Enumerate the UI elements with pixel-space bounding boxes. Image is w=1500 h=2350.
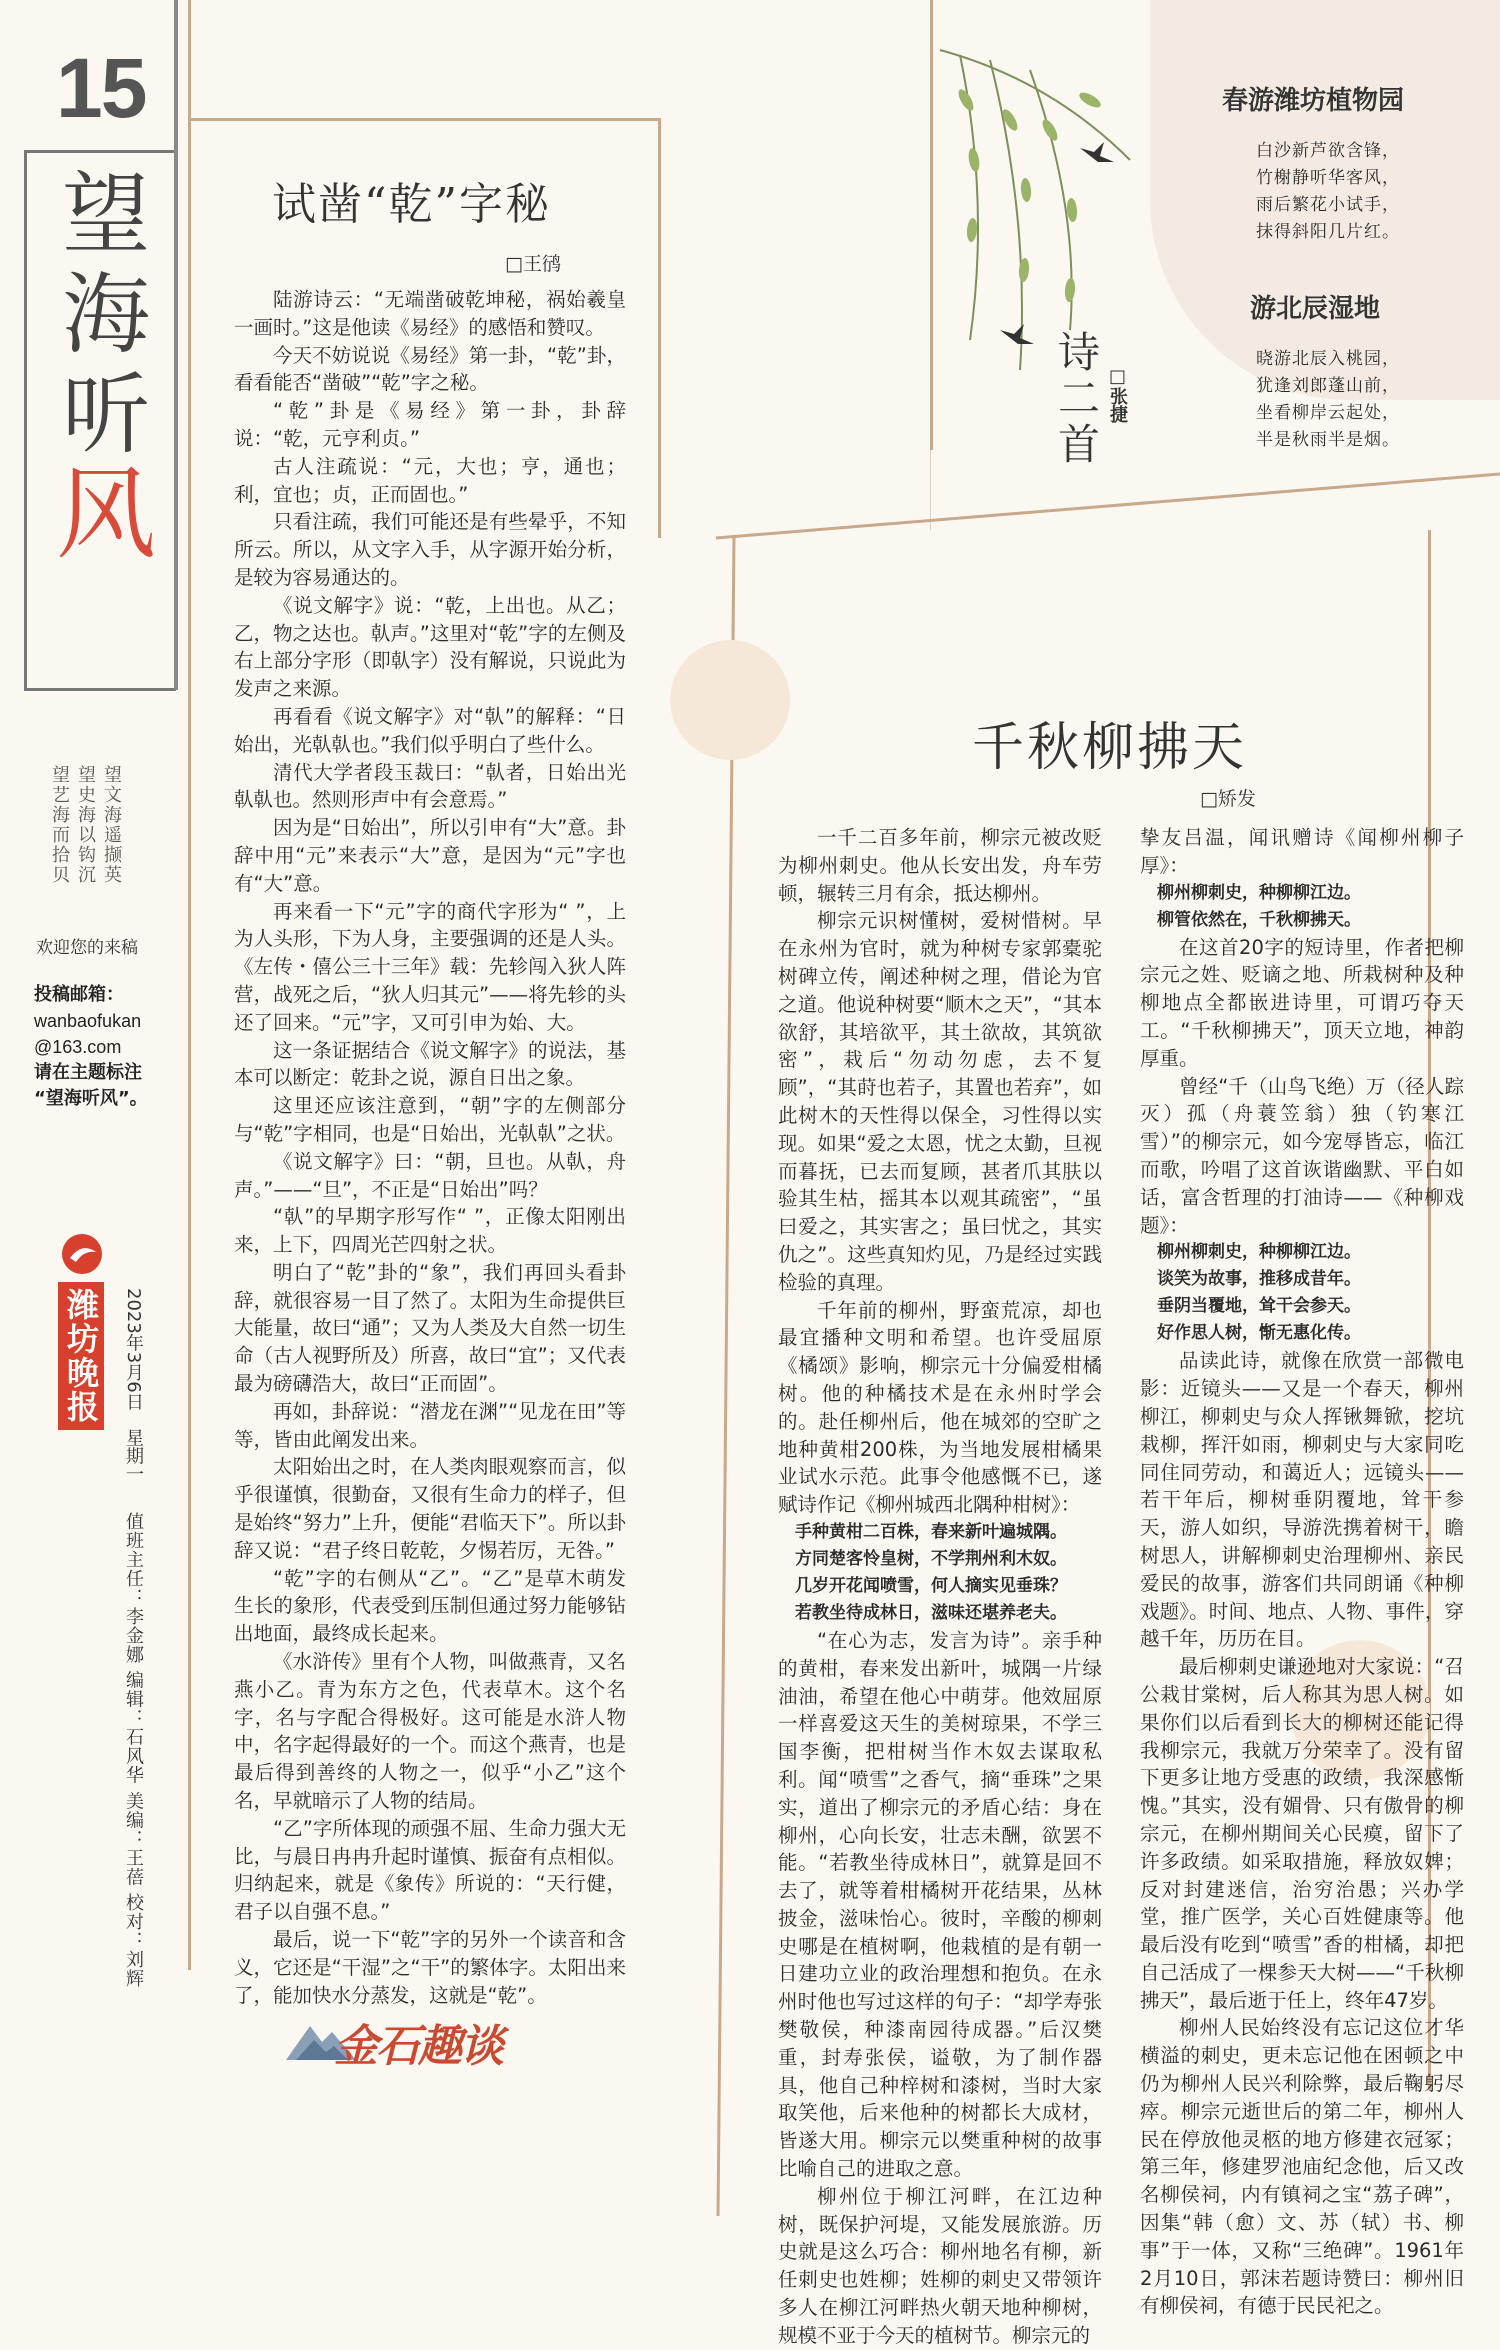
paragraph: 再看看《说文解字》对“倝”的解释：“日始出，光倝倝也。”我们似乎明白了些什么。 (234, 704, 626, 756)
column-char: 海 (61, 263, 150, 366)
paragraph: 最后柳刺史谦逊地对大家说：“召公栽甘棠树，后人称其为思人树。如果你们以后看到长大的柳树还能记得我柳宗元，我就万分荣幸了。没有留下更多让地方受惠的政绩，我深感惭愧。”其实，没有媚骨、只有傲骨的柳宗元，在柳州期间关心民瘼，留下了许多政绩。如采取措施，释放奴婢；反对封建迷信，治穷治愚；兴办学堂，推广医学，关心百姓健康等。他最后没有吃到“喷雪”香的柑橘，却把自己活成了一棵参天大树——“千秋柳拂天”，最后逝于任上，终年47岁。 (1140, 1655, 1464, 2012)
page-number: 15 (56, 41, 146, 135)
jinshi-logo (286, 2004, 558, 2072)
paragraph: 再如，卦辞说：“潜龙在渊”“见龙在田”等等，皆由此阐发出来。 (234, 1399, 626, 1451)
paragraph: 只看注疏，我们可能还是有些晕乎，不知所云。所以，从文字入手，从字源开始分析，是较为容易通达的。 (234, 510, 626, 589)
article2-author: □张捷 (1107, 366, 1128, 423)
column-char: 望 (61, 163, 150, 266)
quote-line: 若教坐待成林日，滋味还堪养老夫。 (795, 1602, 1067, 1623)
article2-title: 诗二首 (1052, 330, 1101, 468)
article1-body (234, 286, 626, 2009)
paragraph: 明白了“乾”卦的“象”，我们再回头看卦辞，就很容易一目了然了。太阳为生命提供巨大能量，故曰“通”；又为人类及大自然一切生命（古人视野所及）所喜，故曰“宜”；又代表最为磅礴浩大，故曰“正而固”。 (234, 1260, 626, 1396)
paragraph: “乾”卦是《易经》第一卦，卦辞说：“乾，元亨利贞。” (234, 399, 626, 450)
paper-name: 潍坊晚报 (58, 1282, 104, 1430)
column-name (46, 163, 166, 573)
welcome-text: 欢迎您的来稿 (36, 938, 138, 958)
email[interactable]: @163.com (34, 1037, 122, 1057)
quote-line: 柳管依然在，千秋柳拂天。 (1157, 909, 1361, 930)
paragraph: 柳宗元识树懂树，爱树惜树。早在永州为官时，就为种树专家郭橐驼树碑立传，阐述种树之理，借论为官之道。他说种树要“顺木之天”，“其本欲舒，其培欲平，其土欲故，其筑欲密”，栽后“勿动勿虑，去不复顾”，“其莳也若子，其置也若弃”，如此树木的天性得以保全，习性得以实现。如果“爱之太恩，忧之太勤，旦视而暮抚，已去而复顾，甚者爪其肤以验其生枯，摇其本以观其疏密”，“虽曰爱之，其实害之；虽曰忧之，其实仇之”。这些真知灼见，乃是经过实践检验的真理。 (778, 909, 1102, 1294)
issue-date: 2023年3月6日 星期一 (123, 1288, 144, 1483)
slogan: 望文海遥撷英 (101, 765, 122, 885)
quote-line: 柳州柳刺史，种柳柳江边。 (1157, 882, 1361, 903)
article3-title: 千秋柳拂天 (972, 718, 1248, 778)
paragraph: 因为是“日始出”，所以引申有“大”意。卦辞中用“元”来表示“大”意，是因为“元”字也有“大”意。 (234, 816, 626, 895)
quote-line: 方同楚客怜皇树，不学荆州利木奴。 (795, 1548, 1067, 1569)
article3-column-2 (1140, 824, 1464, 2320)
paragraph: 《说文解字》说：“乾，上出也。从乙；乙，物之达也。倝声。”这里对“乾”字的左侧及右上部分字形（即倝字）没有解说，只说此为发声之来源。 (234, 593, 626, 701)
article3-column-1 (778, 824, 1102, 2350)
paragraph: “倝”的早期字形写作“ ”，正像太阳刚出来，上下，四周光芒四射之状。 (234, 1205, 626, 1257)
paragraph: 这里还应该注意到，“朝”字的左侧部分与“乾”字相同，也是“日始出，光倝倝”之状。 (234, 1094, 626, 1145)
quote-line: 手种黄柑二百株，春来新叶遍城隅。 (795, 1521, 1067, 1542)
poem1 (1250, 138, 1400, 246)
quote-line: 垂阴当覆地，耸干会参天。 (1157, 1296, 1361, 1317)
paragraph: 古人注疏说：“元，大也；亨，通也；利，宜也；贞，正而固也。” (234, 454, 626, 506)
newspaper-logo-icon (60, 1232, 104, 1276)
paragraph: 最后，说一下“乾”字的另外一个读音和含义，它还是“干湿”之“干”的繁体字。太阳出来了，能加快水分蒸发，这就是“乾”。 (234, 1928, 626, 2007)
paragraph: 太阳始出之时，在人类肉眼观察而言，似乎很谨慎，很勤奋，又很有生命力的样子，但是始终“努力”上升，便能“君临天下”。所以卦辞又说：“君子终日乾乾，夕惕若厉，无咎。” (234, 1455, 626, 1562)
poem-line: 抹得斜阳几片红。 (1256, 222, 1400, 242)
quote-line: 几岁开花闻喷雪，何人摘实见垂珠？ (795, 1575, 1067, 1596)
column-char: 听 (61, 363, 150, 466)
poem-line: 竹榭静听华客风， (1256, 168, 1400, 188)
slogans (46, 765, 124, 925)
paragraph: 一千二百多年前，柳宗元被改贬为柳州刺史。他从长安出发，舟车劳顿，辗转三月有余，抵达柳州。 (778, 826, 1102, 905)
staff-credits: 值班主任：李金娜 编辑：石风华 美编：王蓓 校对：刘辉 (123, 1512, 144, 1989)
paragraph: 再来看一下“元”字的商代字形为“ ”，上为人头形，下为人身，主要强调的还是人头。《左传・僖公三十三年》载：先轸闯入狄人阵营，战死之后，“狄人归其元”——将先轸的头还了回来。“元”字，又可引申为始、大。 (234, 899, 626, 1034)
paragraph: 《说文解字》曰：“朝，旦也。从倝，舟声。”——“旦”，不正是“日始出”吗？ (234, 1149, 626, 1201)
footer-logo-text: 金石趣谈 (334, 2021, 502, 2072)
poem-line: 坐看柳岸云起处， (1256, 403, 1400, 423)
poem-line: 白沙新芦欲含锋， (1256, 141, 1400, 161)
paragraph: “乾”字的右侧从“乙”。“乙”是草木萌发生长的象形，代表受到压制但通过努力能够钻出地面，最终成长起来。 (234, 1566, 626, 1646)
submission-info: 投稿邮箱： wanbaofukan @163.com 请在主题标注 “望海听风”。 (34, 984, 148, 1109)
paragraph: 陆游诗云：“无端凿破乾坤秘，祸始羲皇一画时。”这是他读《易经》的感悟和赞叹。 (234, 288, 626, 339)
paragraph: 挚友吕温，闻讯赠诗《闻柳州柳子厚》： (1140, 826, 1464, 877)
email[interactable]: wanbaofukan (34, 1011, 142, 1031)
poem-line: 犹逢刘郎蓬山前， (1256, 376, 1400, 396)
column-char-accent: 风 (56, 456, 156, 573)
paragraph: 今天不妨说说《易经》第一卦，“乾”卦，看看能否“凿破”“乾”字之秘。 (234, 343, 626, 395)
poem1-title: 春游潍坊植物园 (1222, 86, 1405, 116)
paragraph: 柳州人民始终没有忘记这位才华横溢的刺史，更未忘记他在困顿之中仍为柳州人民兴利除弊，最后鞠躬尽瘁。柳宗元逝世后的第二年，柳州人民在停放他灵柩的地方修建衣冠冢；第三年，修建罗池庙纪念他，后又改名柳侯祠，内有镇祠之宝“荔子碑”，因集“韩（愈）文、苏（轼）书、柳事”于一体，又称“三绝碑”。1961年2月10日，郭沫若题诗赞曰：柳州旧有柳侯祠，有德于民民祀之。 (1140, 2016, 1464, 2318)
paragraph: 曾经“千（山鸟飞绝）万（径人踪灭）孤（舟蓑笠翁）独（钓寒江雪）”的柳宗元，如今宠辱皆忘，临江而歌，吟唱了这首诙谐幽默、平白如话，富含哲理的打油诗——《种柳戏题》： (1140, 1074, 1464, 1237)
paragraph: 《水浒传》里有个人物，叫做燕青，又名燕小乙。青为东方之色，代表草木。这个名字，名与字配合得极好。这可能是水浒人物中，名字起得最好的一个。而这个燕青，也是最后得到善终的人物之一，似乎“小乙”这个名，早就暗示了人物的结局。 (234, 1650, 626, 1813)
paragraph: 清代大学者段玉裁曰：“倝者，日始出光倝倝也。然则形声中有会意焉。” (234, 760, 626, 812)
poem-line: 雨后繁花小试手， (1256, 195, 1400, 215)
paragraph: 品读此诗，就像在欣赏一部微电影：近镜头——又是一个春天，柳州柳江，柳刺史与众人挥锹舞锨，挖坑栽柳，挥汗如雨，柳刺史与大家同吃同住同劳动，和蔼近人；远镜头——若干年后，柳树垂阴覆地，耸干参天，游人如织，导游洗携着树干，瞻树思人，讲解柳刺史治理柳州、亲民爱民的故事，游客们共同朗诵《种柳戏题》。时间、地点、人物、事件，穿越千年，历历在目。 (1140, 1349, 1464, 1651)
paragraph: 柳州位于柳江河畔，在江边种树，既保护河堤，又能发展旅游。历史就是这么巧合：柳州地名有柳，新任刺史也姓柳；姓柳的刺史又带领许多人在柳江河畔热火朝天地种柳树，规模不亚于今天的植树节。柳宗元的 (778, 2184, 1102, 2347)
poem-line: 晓游北辰入桃园， (1256, 349, 1400, 369)
poem2-title: 游北辰湿地 (1250, 294, 1381, 324)
sidebar (0, 0, 180, 2215)
quote-line: 柳州柳刺史，种柳柳江边。 (1157, 1242, 1361, 1263)
slogan: 望艺海而拾贝 (49, 765, 70, 885)
poem-line: 半是秋雨半是烟。 (1256, 430, 1400, 450)
paragraph: “在心为志，发言为诗”。亲手种的黄柑，春来发出新叶，城隅一片绿油油，希望在他心中萌芽。他效屈原一样喜爱这天生的美树琼果，不学三国李衡，把柑树当作木奴去谋取私利。闻“喷雪”之香气，摘“垂珠”之果实，道出了柳宗元的矛盾心结：身在柳州，心向长安，壮志未酬，欲罢不能。“若教坐待成林日”，就算是回不去了，就等着柑橘树开花结果，丛林披金，滋味怡心。彼时，辛酸的柳刺史哪是在植树啊，他栽植的是有朝一日建功立业的政治理想和抱负。在永州时他也写过这样的句子：“却学寿张樊敬侯，种漆南园待成器。”后汉樊重，封寿张侯，谥敬，为了制作器具，他自己种梓树和漆树，当时大家取笑他，后来他种的树都长大成材，皆遂大用。柳宗元以樊重种树的故事比喻自己的进取之意。 (778, 1628, 1102, 2181)
article1-title: 试凿“乾”字秘 (272, 179, 551, 230)
paragraph: 这一条证据结合《说文解字》的说法，基本可以断定：乾卦之说，源自日出之象。 (234, 1038, 626, 1090)
paragraph: 在这首20字的短诗里，作者把柳宗元之姓、贬谪之地、所栽树种及种柳地点全都嵌进诗里，可谓巧夺天工。“千秋柳拂天”，顶天立地，神韵厚重。 (1140, 935, 1464, 1070)
quote-line: 谈笑为故事，推移成昔年。 (1157, 1269, 1361, 1290)
slogan: 望史海以钩沉 (75, 765, 96, 885)
paragraph: “乙”字所体现的顽强不屈、生命力强大无比，与晨日冉冉升起时谨慎、振奋有点相似。归纳起来，就是《象传》所说的：“天行健，君子以自强不息。” (234, 1816, 626, 1924)
quote-line: 好作思人树，惭无惠化传。 (1157, 1323, 1361, 1344)
poem2 (1250, 346, 1400, 454)
article1-author: □王鸻 (505, 253, 561, 275)
paragraph: 千年前的柳州，野蛮荒凉，却也最宜播种文明和希望。也许受屈原《橘颂》影响，柳宗元十分偏爱柑橘树。他的种橘技术是在永州时学会的。赴任柳州后，他在城郊的空旷之地种黄柑200株，为当地发展柑橘果业试水示范。此事令他感慨不已，遂赋诗作记《柳州城西北隅种柑树》： (778, 1298, 1102, 1517)
article3-author: □矫发 (1200, 788, 1256, 810)
